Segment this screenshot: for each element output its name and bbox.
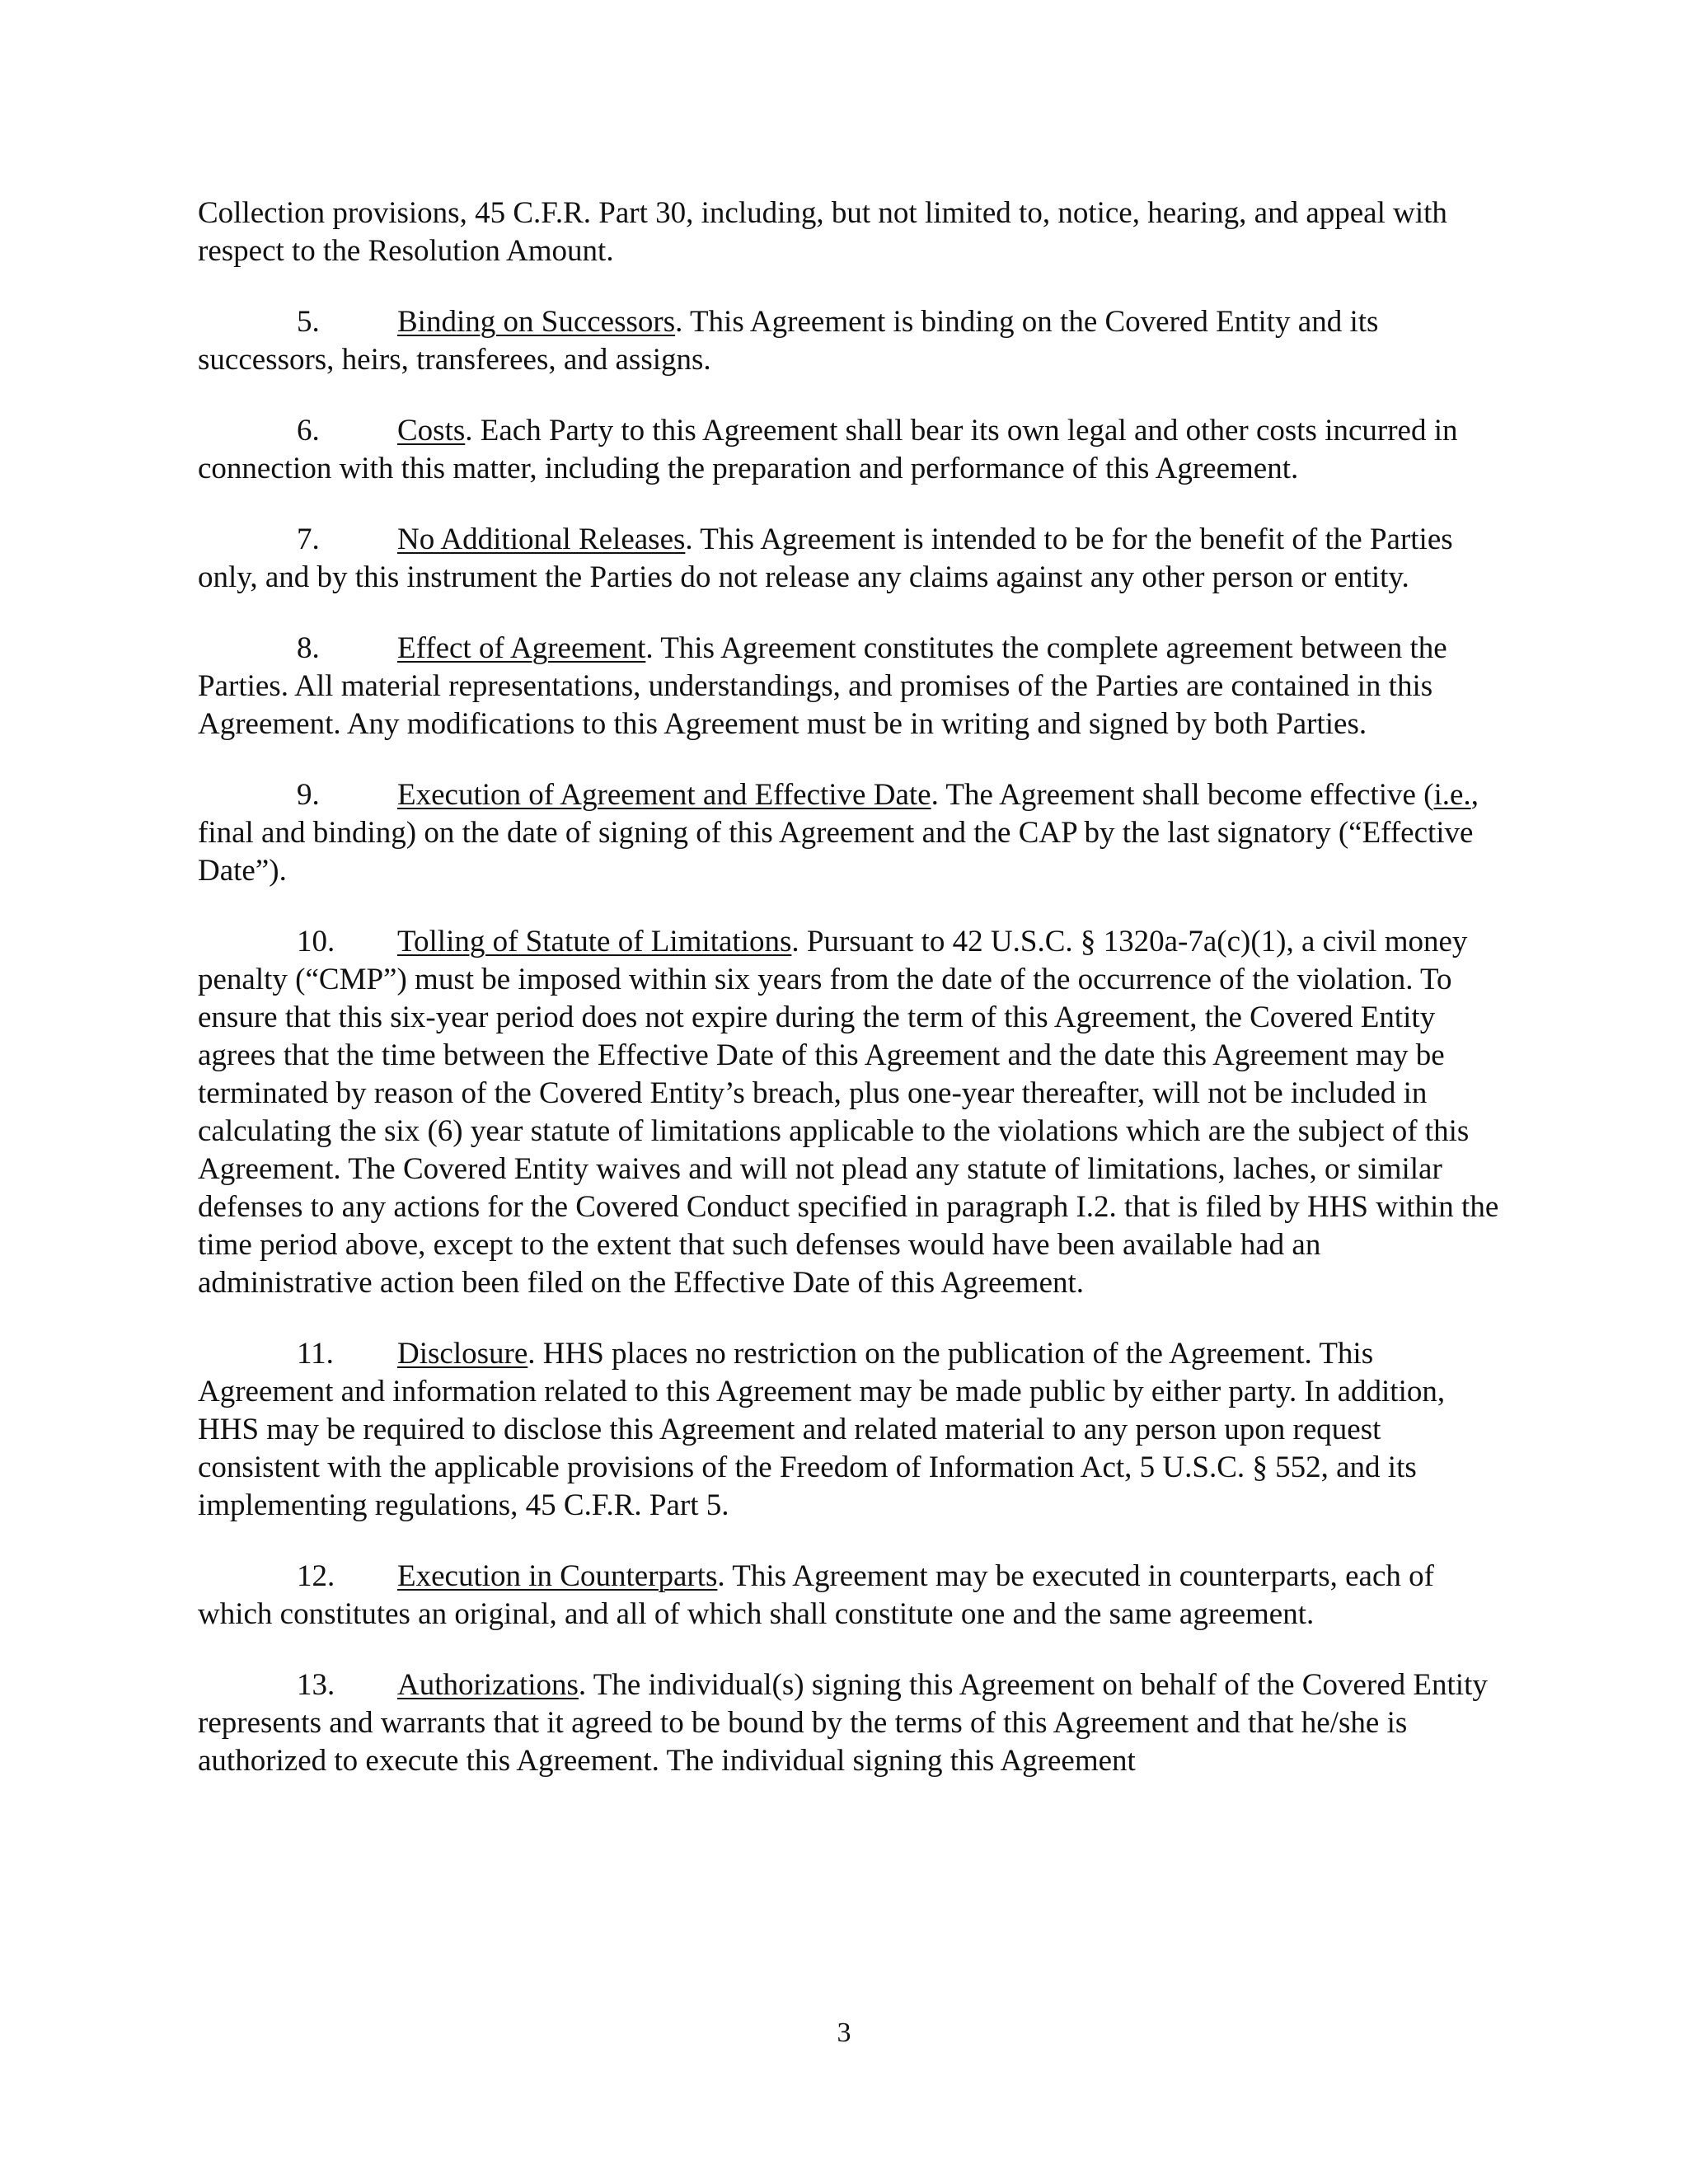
section-heading: Execution of Agreement and Effective Date [397,778,931,812]
section-number: 10. [297,925,335,958]
document-page [198,194,1500,1813]
section-heading: No Additional Releases [397,523,686,556]
section-heading: Authorizations [397,1668,579,1702]
section-heading: Effect of Agreement [397,631,646,665]
section-heading: Binding on Successors [397,305,676,339]
intro-paragraph [198,194,1500,270]
section-text: . This Agreement is binding on the Covered Entity and its successors, heirs, transferees, and assigns. [198,305,1379,377]
section-heading: Execution in Counterparts [397,1559,718,1593]
page-number: 3 [837,2018,851,2048]
section-12 [198,1558,1500,1633]
section-7 [198,521,1500,597]
section-number: 11. [297,1337,334,1371]
section-8 [198,630,1500,743]
section-number: 6. [297,414,320,448]
section-text: . The Agreement shall become effective ( [931,778,1434,812]
ie-abbreviation: i.e. [1433,778,1471,812]
section-text: . HHS places no restriction on the publication of the Agreement. This Agreement and information related to this Agreement may be made public by either party. In addition, HHS may be required to disclose this Agreement and related material to any person upon request consistent with the applicable provisions of the Freedom of Information Act, 5 U.S.C. § 552, and its implementing regulations, 45 C.F.R. Part 5. [198,1337,1446,1522]
section-11 [198,1335,1500,1525]
section-text: . Each Party to this Agreement shall bear its own legal and other costs incurred in connection with this matter, including the preparation and performance of this Agreement. [198,414,1458,485]
section-text: . The individual(s) signing this Agreement on behalf of the Covered Entity represents and warrants that it agreed to be bound by the terms of this Agreement and that he/she is authorized to execute this Agreement. The individual signing this Agreement [198,1668,1488,1778]
section-number: 13. [297,1668,335,1702]
section-heading: Tolling of Statute of Limitations [397,925,792,958]
section-text: . This Agreement constitutes the complete agreement between the Parties. All material representations, understandings, and promises of the Parties are contained in this Agreement. Any modifications to this Agreement must be in writing and signed by both Parties. [198,631,1447,741]
section-number: 12. [297,1559,335,1593]
section-text: . This Agreement may be executed in counterparts, each of which constitutes an original, and all of which shall constitute one and the same agreement. [198,1559,1434,1631]
section-6 [198,412,1500,488]
section-heading: Disclosure [397,1337,528,1371]
section-text: . This Agreement is intended to be for the benefit of the Parties only, and by this instrument the Parties do not release any claims against any other person or entity. [198,523,1453,594]
section-text: . Pursuant to 42 U.S.C. § 1320a-7a(c)(1), a civil money penalty (“CMP”) must be imposed within six years from the date of the occurrence of the violation. To ensure that this six-year period does not expire during the term of this Agreement, the Covered Entity agrees that the time between the Effective Date of this Agreement and the date this Agreement may be terminated by reason of the Covered Entity’s breach, plus one-year thereafter, will not be included in calculating the six (6) year statute of limitations applicable to the violations which are the subject of this Agreement. The Covered Entity waives and will not plead any statute of limitations, laches, or similar defenses to any actions for the Covered Conduct specified in paragraph I.2. that is filed by HHS within the time period above, except to the extent that such defenses would have been available had an administrative action been filed on the Effective Date of this Agreement. [198,925,1499,1300]
section-number: 7. [297,523,320,556]
section-text-continued: , final and binding) on the date of signing of this Agreement and the CAP by the last signatory (“Effective Date”). [198,778,1479,888]
section-heading: Costs [397,414,466,448]
section-number: 5. [297,305,320,339]
section-10 [198,923,1500,1302]
section-number: 9. [297,778,320,812]
section-number: 8. [297,631,320,665]
intro-text: Collection provisions, 45 C.F.R. Part 30, including, but not limited to, notice, hearing, and appeal with respect to the Resolution Amount. [198,196,1447,268]
section-13 [198,1666,1500,1780]
section-5 [198,303,1500,379]
section-9 [198,776,1500,890]
